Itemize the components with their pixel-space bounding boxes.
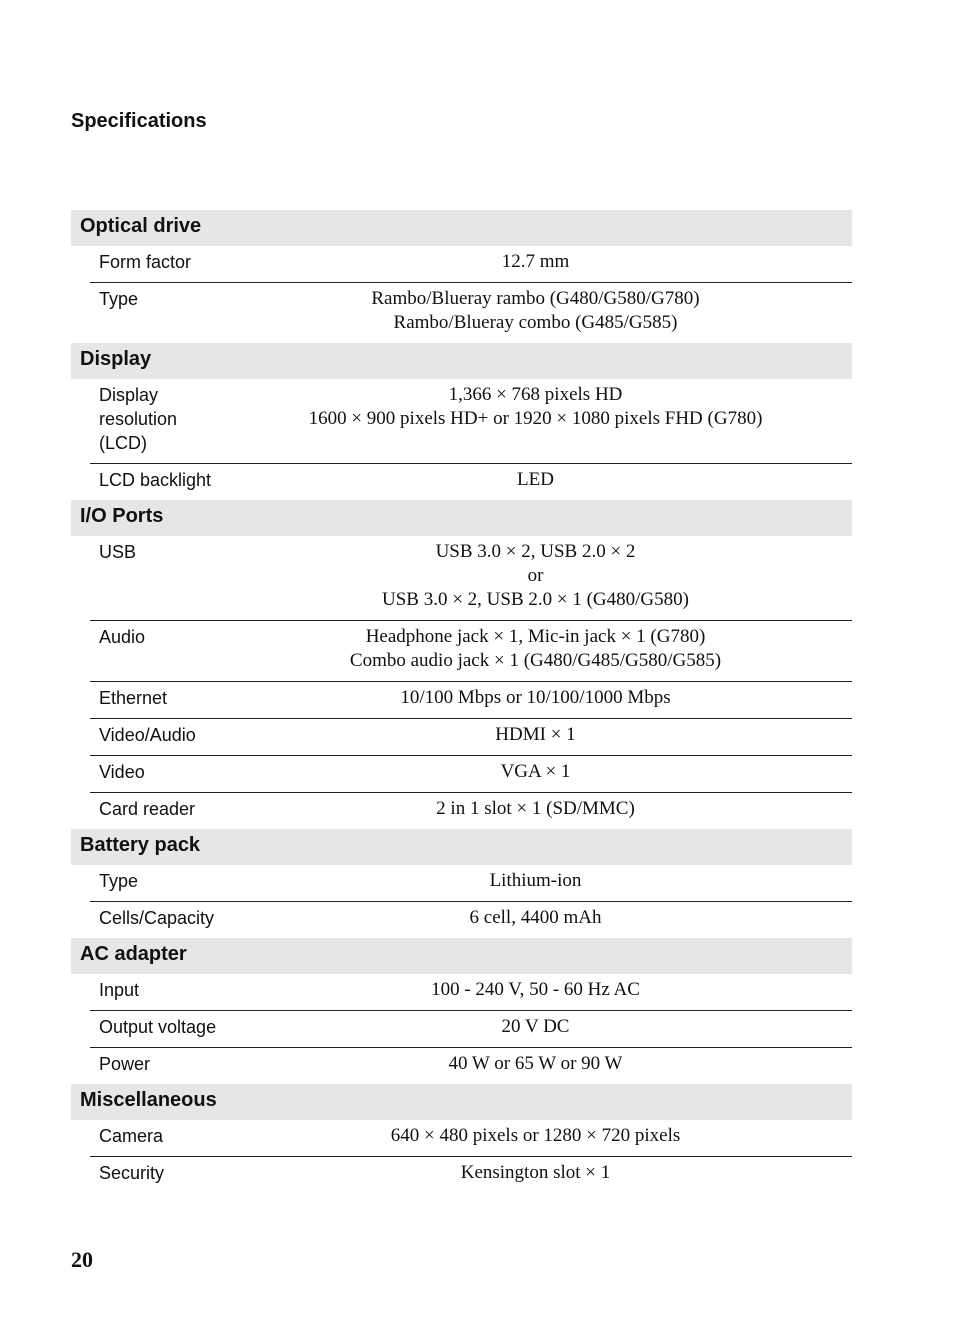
section-header: Optical drive (71, 210, 852, 246)
spec-row (90, 792, 852, 829)
spec-value (219, 978, 852, 1002)
spec-value (219, 625, 852, 673)
section-header: I/O Ports (71, 500, 852, 536)
spec-row (90, 974, 852, 1010)
spec-label: Type (99, 871, 139, 891)
spec-label: Power (99, 1054, 151, 1074)
section-header: AC adapter (71, 938, 852, 974)
spec-value (219, 906, 852, 930)
spec-label: Type (99, 289, 139, 309)
page-number: 20 (71, 1247, 93, 1272)
spec-row (90, 620, 852, 681)
spec-row (90, 282, 852, 343)
spec-value-line: or (527, 565, 544, 586)
spec-value (219, 468, 852, 492)
spec-label: Cells/Capacity (99, 908, 215, 928)
spec-row (90, 681, 852, 718)
spec-row (90, 865, 852, 901)
spec-value-line: 2 in 1 slot × 1 (SD/MMC) (436, 798, 635, 819)
spec-label: Camera (99, 1126, 164, 1146)
spec-label: Output voltage (99, 1017, 217, 1037)
spec-value-line: 6 cell, 4400 mAh (469, 907, 602, 928)
section-header: Miscellaneous (71, 1084, 852, 1120)
spec-section-ac-adapter (71, 938, 852, 1084)
spec-row (90, 1010, 852, 1047)
spec-row (90, 755, 852, 792)
spec-section-battery-pack (71, 829, 852, 938)
spec-value (219, 1124, 852, 1148)
spec-label: LCD backlight (99, 470, 212, 490)
spec-value (219, 250, 852, 274)
spec-value (219, 869, 852, 893)
spec-value-line: Lithium-ion (489, 870, 582, 891)
spec-label: USB (99, 542, 137, 562)
spec-value-line: Rambo/Blueray combo (G485/G585) (393, 312, 678, 333)
specifications-table (71, 210, 852, 1193)
spec-value (219, 1015, 852, 1039)
spec-value-line: Kensington slot × 1 (460, 1162, 611, 1183)
spec-value-line: Combo audio jack × 1 (G480/G485/G580/G585) (349, 650, 722, 671)
spec-label: Video (99, 762, 145, 782)
spec-value-line: Rambo/Blueray rambo (G480/G580/G780) (371, 288, 700, 309)
spec-value-line: USB 3.0 × 2, USB 2.0 × 2 (435, 541, 636, 562)
spec-label: Ethernet (99, 688, 168, 708)
spec-value-line: VGA × 1 (500, 761, 571, 782)
spec-row (90, 379, 852, 463)
spec-value-line: USB 3.0 × 2, USB 2.0 × 1 (G480/G580) (382, 589, 689, 610)
spec-row (90, 246, 852, 282)
spec-section-optical-drive (71, 210, 852, 343)
spec-row (90, 536, 852, 620)
spec-value (219, 1052, 852, 1076)
spec-value-line: 1,366 × 768 pixels HD (448, 384, 623, 405)
spec-label: Video/Audio (99, 725, 196, 745)
spec-value-line: 20 V DC (501, 1016, 570, 1037)
spec-label: Card reader (99, 799, 196, 819)
spec-value (219, 383, 852, 455)
spec-value-line: LED (517, 469, 554, 490)
spec-value-line: 10/100 Mbps or 10/100/1000 Mbps (400, 687, 671, 708)
spec-row (90, 463, 852, 500)
spec-row (90, 1120, 852, 1156)
spec-value-line: 640 × 480 pixels or 1280 × 720 pixels (390, 1125, 681, 1146)
spec-label: Form factor (99, 252, 192, 272)
spec-row (90, 1047, 852, 1084)
spec-section-i-o-ports (71, 500, 852, 829)
spec-value-line: HDMI × 1 (495, 724, 576, 745)
spec-row (90, 718, 852, 755)
spec-value (219, 540, 852, 612)
spec-label: Audio (99, 627, 146, 647)
spec-value-line: 40 W or 65 W or 90 W (448, 1053, 623, 1074)
spec-label: Display resolution (LCD) (99, 385, 178, 453)
spec-value (219, 723, 852, 747)
spec-value (219, 686, 852, 710)
spec-row (90, 1156, 852, 1193)
spec-value (219, 287, 852, 335)
spec-label: Input (99, 980, 140, 1000)
spec-value-line: 12.7 mm (501, 251, 570, 272)
spec-value-line: Headphone jack × 1, Mic-in jack × 1 (G780) (365, 626, 706, 647)
spec-value (219, 1161, 852, 1185)
section-header: Display (71, 343, 852, 379)
section-header: Battery pack (71, 829, 852, 865)
spec-value-line: 1600 × 900 pixels HD+ or 1920 × 1080 pixels FHD (G780) (308, 408, 763, 429)
spec-value-line: 100 - 240 V, 50 - 60 Hz AC (431, 979, 640, 1000)
spec-section-miscellaneous (71, 1084, 852, 1193)
spec-row (90, 901, 852, 938)
page-title: Specifications (71, 110, 207, 132)
spec-value (219, 760, 852, 784)
spec-value (219, 797, 852, 821)
spec-section-display (71, 343, 852, 500)
spec-label: Security (99, 1163, 165, 1183)
